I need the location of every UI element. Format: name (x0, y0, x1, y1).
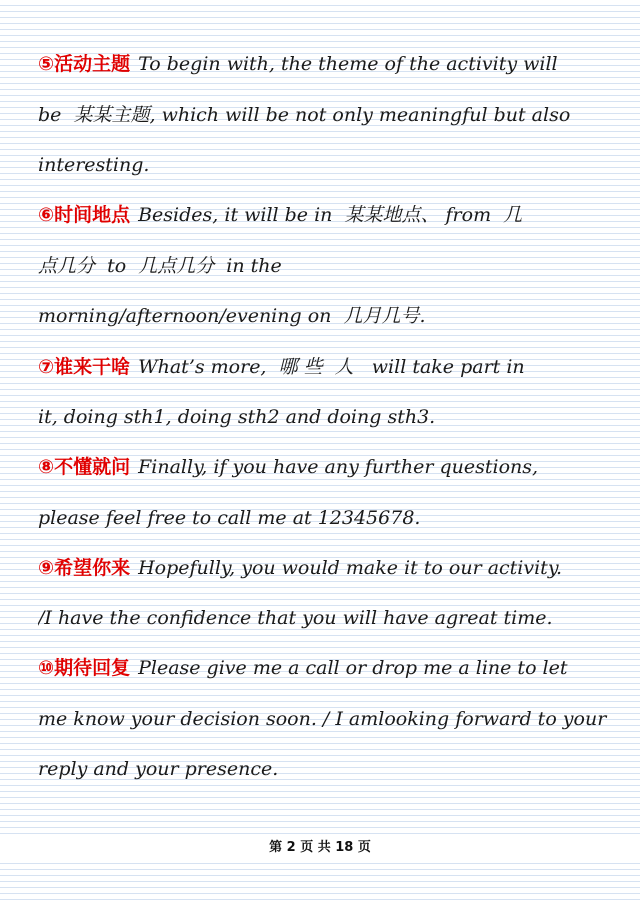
paragraph-line (38, 246, 608, 286)
line-text: be 某某主题, which will be not only meaningful but also (38, 104, 571, 126)
section-heading-time-place: ⑥时间地点 (38, 204, 131, 226)
line-text: 点几分 to 几点几分 in the (38, 255, 282, 277)
section-heading-reply: ⑩期待回复 (38, 657, 131, 679)
paragraph-line (38, 296, 608, 336)
paragraph-line (38, 749, 608, 789)
paragraph-line (38, 145, 608, 185)
paragraph-line (38, 648, 608, 688)
paragraph-line (38, 44, 608, 84)
section-heading-hope: ⑨希望你来 (38, 557, 131, 579)
paragraph-line (38, 447, 608, 487)
paragraph-line (38, 95, 608, 135)
section-heading-who-what: ⑦谁来干啥 (38, 356, 131, 378)
paragraph-line (38, 347, 608, 387)
line-text: Please give me a call or drop me a line to let (138, 657, 568, 679)
paragraph-line (38, 548, 608, 588)
line-text: it, doing sth1, doing sth2 and doing sth3. (38, 406, 436, 428)
line-text: /I have the confidence that you will have agreat time. (38, 607, 553, 629)
line-text: me know your decision soon. / I amlooking forward to your (38, 708, 607, 730)
line-text: interesting. (38, 154, 150, 176)
paragraph-line (38, 498, 608, 538)
line-text: Besides, it will be in 某某地点、 from 几 (138, 204, 523, 226)
line-text: Hopefully, you would make it to our activity. (138, 557, 563, 579)
section-heading-questions: ⑧不懂就问 (38, 456, 131, 478)
line-text: reply and your presence. (38, 758, 279, 780)
paragraph-line (38, 397, 608, 437)
paragraph-line (38, 699, 608, 739)
paragraph-line (38, 598, 608, 638)
page-footer: 第 2 页 共 18 页 (0, 838, 640, 858)
line-text: please feel free to call me at 12345678. (38, 507, 421, 529)
line-text: To begin with, the theme of the activity will (138, 53, 558, 75)
line-text: What’s more, 哪 些 人 will take part in (138, 356, 525, 378)
section-heading-theme: ⑤活动主题 (38, 53, 131, 75)
line-text: Finally, if you have any further questions, (138, 456, 539, 478)
line-text: morning/afternoon/evening on 几月几号. (38, 305, 426, 327)
paragraph-line (38, 195, 608, 235)
